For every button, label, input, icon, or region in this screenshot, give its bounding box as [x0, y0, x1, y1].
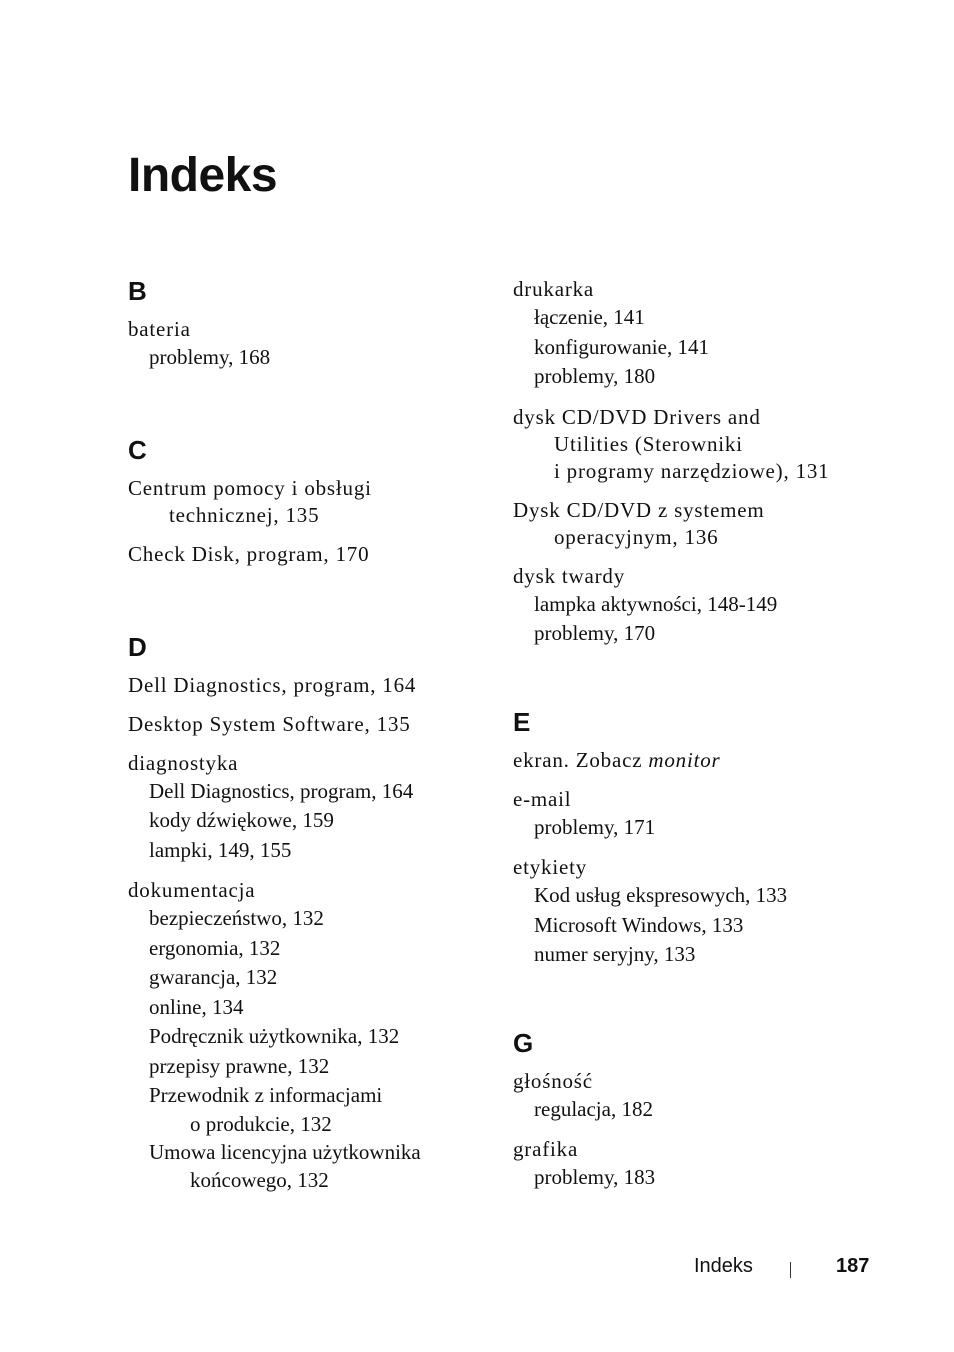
- index-entry-diagnostyka: [128, 750, 500, 866]
- section-d: [128, 632, 500, 1195]
- index-entry-bateria: [128, 316, 500, 373]
- section-letter-b: B: [128, 276, 147, 306]
- entry-subterm: Microsoft Windows, 133: [534, 912, 744, 937]
- subterm-line: Przewodnik z informacjami: [149, 1083, 383, 1107]
- entry-subterm: łączenie, 141: [534, 305, 645, 329]
- entry-term: dokumentacja: [128, 878, 256, 902]
- entry-continuation: i programy narzędziowe), 131: [554, 458, 830, 483]
- entry-subterm: gwarancja, 132: [149, 965, 278, 989]
- entry-term: grafika: [513, 1137, 579, 1161]
- section-b: [128, 276, 500, 373]
- section-letter-e: E: [513, 706, 531, 737]
- page-number: 187: [836, 1255, 870, 1277]
- index-entry-desktop-system-software: Desktop System Software, 135: [128, 711, 411, 736]
- section-e: [513, 707, 885, 970]
- index-entry-dokumentacja: [128, 877, 500, 1194]
- entry-subterm: Kod usług ekspresowych, 133: [534, 883, 788, 907]
- entry-subterm: online, 134: [149, 994, 244, 1019]
- section-letter-d: D: [128, 631, 147, 662]
- entry-term: głośność: [513, 1068, 593, 1093]
- index-entry-email: [513, 786, 885, 843]
- entry-term: e-mail: [513, 786, 572, 811]
- index-entry-dysk-cd-drivers: [513, 404, 885, 485]
- section-letter-g: G: [513, 1027, 534, 1058]
- entry-subterm: problemy, 183: [534, 1165, 656, 1189]
- subterm-continuation: o produkcie, 132: [190, 1111, 332, 1136]
- entry-subterm: ergonomia, 132: [149, 935, 281, 960]
- subterm-line: Umowa licencyjna użytkownika: [149, 1139, 421, 1164]
- entry-term: dysk twardy: [513, 563, 626, 588]
- entry-subterm: problemy, 168: [149, 345, 271, 369]
- index-entry-glosnosc: [513, 1068, 885, 1125]
- entry-subterm: konfigurowanie, 141: [534, 334, 709, 359]
- see-reference: monitor: [648, 747, 721, 772]
- entry-term: drukarka: [513, 277, 595, 301]
- entry-subterm: regulacja, 182: [534, 1096, 653, 1121]
- entry-subterm: problemy, 171: [534, 814, 656, 839]
- entry-subterm: lampka aktywności, 148-149: [534, 591, 778, 616]
- entry-subterm: Dell Diagnostics, program, 164: [149, 778, 414, 803]
- index-column-left: [128, 276, 500, 1194]
- entry-subterm: przepisy prawne, 132: [149, 1053, 330, 1078]
- entry-subterm: bezpieczeństwo, 132: [149, 906, 324, 930]
- entry-subterm: problemy, 180: [534, 364, 656, 388]
- entry-term: etykiety: [513, 855, 588, 879]
- index-column-right: [513, 276, 885, 1193]
- entry-term: Dysk CD/DVD z systemem: [513, 497, 765, 522]
- entry-subterm: Podręcznik użytkownika, 132: [149, 1024, 400, 1048]
- entry-subterm: problemy, 170: [534, 621, 656, 645]
- page-title: Indeks: [128, 149, 278, 202]
- section-g: [513, 1028, 885, 1193]
- entry-subterm: kody dźwiękowe, 159: [149, 808, 334, 832]
- index-entry-drukarka: [513, 276, 885, 392]
- index-entry-grafika: [513, 1136, 885, 1193]
- entry-term: diagnostyka: [128, 750, 239, 775]
- section-c: [128, 435, 500, 568]
- entry-subterm: lampki, 149, 155: [149, 837, 292, 862]
- footer-section-label: Indeks: [694, 1255, 753, 1277]
- index-entry-dysk-twardy: [513, 563, 885, 649]
- entry-continuation: Utilities (Sterowniki: [554, 431, 743, 456]
- entry-continuation: operacyjnym, 136: [554, 524, 719, 549]
- entry-term: dysk CD/DVD Drivers and: [513, 404, 761, 429]
- entry-subterm: [128, 1138, 500, 1195]
- entry-term: Centrum pomocy i obsługi: [128, 475, 372, 500]
- page-footer: [0, 1255, 954, 1281]
- footer-divider: [790, 1262, 791, 1278]
- section-letter-c: C: [128, 434, 147, 465]
- index-entry-check-disk: Check Disk, program, 170: [128, 541, 370, 566]
- entry-term: ekran. Zobacz: [513, 747, 649, 772]
- entry-subterm: numer seryjny, 133: [534, 942, 696, 966]
- index-entry-ekran: [513, 747, 885, 774]
- subterm-continuation: końcowego, 132: [190, 1168, 329, 1192]
- index-entry-dysk-cd-system: [513, 497, 885, 551]
- entry-term: bateria: [128, 317, 191, 341]
- entry-subterm: [128, 1081, 500, 1138]
- entry-continuation: technicznej, 135: [169, 502, 320, 527]
- index-entry-centrum: [128, 475, 500, 529]
- index-entry-dell-diagnostics: Dell Diagnostics, program, 164: [128, 672, 417, 697]
- index-entry-etykiety: [513, 854, 885, 970]
